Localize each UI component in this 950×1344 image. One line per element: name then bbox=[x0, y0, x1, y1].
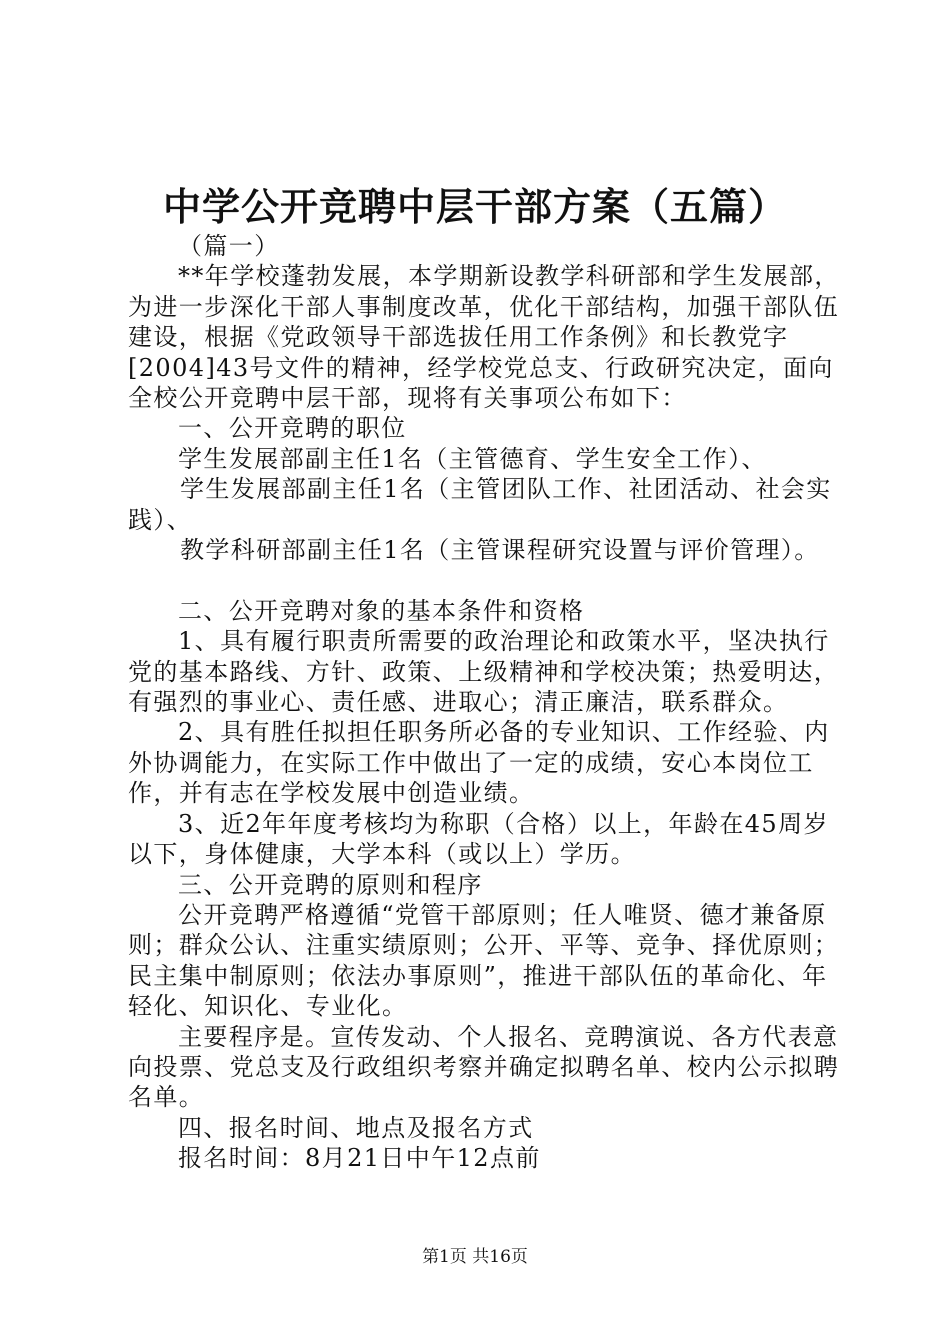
position-item: 教学科研部副主任1名（主管课程研究设置与评价管理）。 bbox=[180, 536, 820, 565]
page-footer: 第1页 共16页 bbox=[422, 1247, 528, 1267]
principles-paragraph: 公开竞聘严格遵循“党管干部原则；任人唯贤、德才兼备原则；群众公认、注重实绩原则；公开、平等、竞争、择优原则；民主集中制原则；依法办事原则”，推进干部队伍的革命化、年轻化、知识化、专业化。 bbox=[128, 900, 840, 1021]
qualification-item: 1、具有履行职责所需要的政治理论和政策水平，坚决执行党的基本路线、方针、政策、上级精神和学校决策；热爱明达，有强烈的事业心、责任感、进取心；清正廉洁，联系群众。 bbox=[128, 627, 840, 717]
heading-qualifications: 二、公开竞聘对象的基本条件和资格 bbox=[178, 596, 585, 625]
heading-positions: 一、公开竞聘的职位 bbox=[178, 414, 407, 443]
heading-principles: 三、公开竞聘的原则和程序 bbox=[178, 870, 483, 899]
position-item: 学生发展部副主任1名（主管团队工作、社团活动、社会实践）、 bbox=[128, 475, 832, 534]
procedure-paragraph: 主要程序是。宣传发动、个人报名、竞聘演说、各方代表意向投票、党总支及行政组织考察并确定拟聘名单、校内公示拟聘名单。 bbox=[128, 1022, 840, 1112]
position-item: 学生发展部副主任1名（主管德育、学生安全工作）、 bbox=[178, 444, 767, 473]
qualification-item: 2、具有胜任拟担任职务所必备的专业知识、工作经验、内外协调能力，在实际工作中做出了一定的成绩，安心本岗位工作，并有志在学校发展中创造业绩。 bbox=[128, 718, 830, 808]
document-body bbox=[128, 231, 840, 1174]
section-label: （篇一） bbox=[178, 232, 280, 260]
document-title: 中学公开竞聘中层干部方案（五篇） bbox=[162, 184, 787, 229]
blank-line bbox=[128, 565, 840, 595]
heading-registration: 四、报名时间、地点及报名方式 bbox=[178, 1113, 534, 1142]
registration-time: 报名时间：8月21日中午12点前 bbox=[178, 1144, 541, 1173]
paragraph-intro: **年学校蓬勃发展，本学期新设教学科研部和学生发展部，为进一步深化干部人事制度改革，优化干部结构，加强干部队伍建设，根据《党政领导干部选拔任用工作条例》和长教党字[2004]43号文件的精神，经学校党总支、行政研究决定，面向全校公开竞聘中层干部，现将有关事项公布如下： bbox=[128, 262, 840, 413]
qualification-item: 3、近2年年度考核均为称职（合格）以上，年龄在45周岁以下，身体健康，大学本科（或以上）学历。 bbox=[128, 809, 829, 869]
